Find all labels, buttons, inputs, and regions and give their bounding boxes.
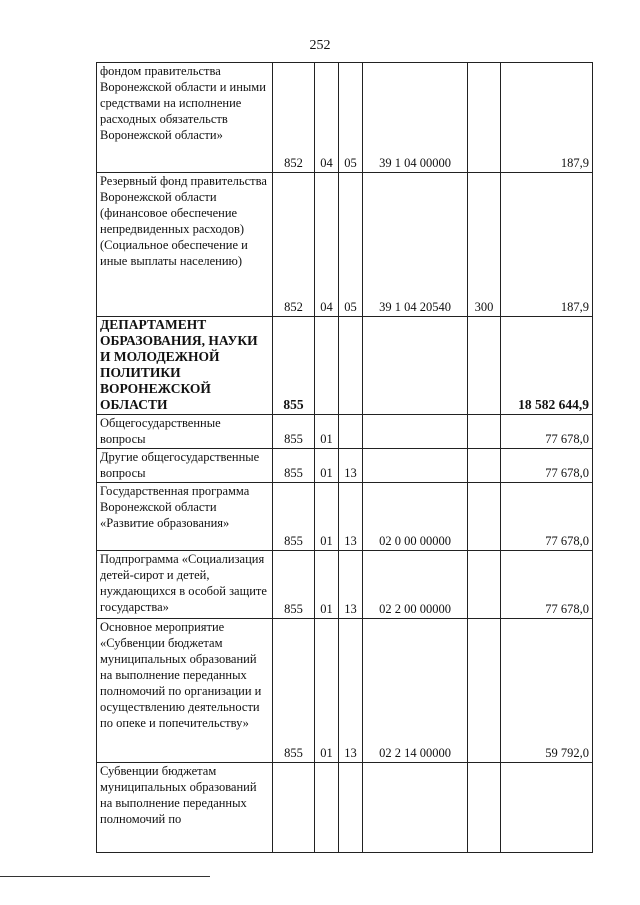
row-name-cell: Субвенции бюджетам муниципальных образований на выполнение переданных полномочий по (97, 763, 273, 853)
expense-type-cell (468, 551, 501, 619)
table-row (97, 317, 593, 415)
row-name-cell: Основное мероприятие «Субвенции бюджетам муниципальных образований на выполнение переданных полномочий по организации и осуществлению деятельности по опеке и попечительству» (97, 619, 273, 763)
subsection-code-cell (339, 763, 363, 853)
row-name-cell: Общегосударственные вопросы (97, 415, 273, 449)
subsection-code-cell: 13 (339, 619, 363, 763)
section-code-cell (315, 317, 339, 415)
grbs-code-cell: 852 (273, 173, 315, 317)
row-name-cell: Государственная программа Воронежской области «Развитие образования» (97, 483, 273, 551)
amount-cell: 187,9 (501, 173, 593, 317)
amount-cell: 77 678,0 (501, 483, 593, 551)
target-article-cell: 02 2 14 00000 (363, 619, 468, 763)
amount-cell: 18 582 644,9 (501, 317, 593, 415)
grbs-code-cell: 855 (273, 415, 315, 449)
grbs-code-cell: 855 (273, 483, 315, 551)
section-code-cell: 04 (315, 173, 339, 317)
target-article-cell: 02 0 00 00000 (363, 483, 468, 551)
table-row (97, 415, 593, 449)
row-name-cell: фондом правительства Воронежской области и иными средствами на исполнение расходных обязательств Воронежской области» (97, 63, 273, 173)
grbs-code-cell: 855 (273, 551, 315, 619)
subsection-code-cell: 13 (339, 449, 363, 483)
target-article-cell: 39 1 04 20540 (363, 173, 468, 317)
expense-type-cell (468, 619, 501, 763)
section-code-cell (315, 763, 339, 853)
target-article-cell (363, 415, 468, 449)
table-row (97, 173, 593, 317)
section-code-cell: 01 (315, 619, 339, 763)
section-code-cell: 01 (315, 415, 339, 449)
expense-type-cell (468, 415, 501, 449)
subsection-code-cell: 13 (339, 483, 363, 551)
expense-type-cell (468, 763, 501, 853)
grbs-code-cell: 855 (273, 619, 315, 763)
target-article-cell: 02 2 00 00000 (363, 551, 468, 619)
section-code-cell: 04 (315, 63, 339, 173)
expense-type-cell (468, 449, 501, 483)
amount-cell: 187,9 (501, 63, 593, 173)
page-number: 252 (309, 38, 331, 53)
table-row (97, 619, 593, 763)
table-row (97, 63, 593, 173)
footer-separator (0, 876, 210, 877)
expense-type-cell (468, 483, 501, 551)
target-article-cell: 39 1 04 00000 (363, 63, 468, 173)
amount-cell: 77 678,0 (501, 449, 593, 483)
amount-cell: 59 792,0 (501, 619, 593, 763)
subsection-code-cell: 05 (339, 63, 363, 173)
table-row (97, 551, 593, 619)
table-row (97, 483, 593, 551)
subsection-code-cell (339, 317, 363, 415)
grbs-code-cell (273, 763, 315, 853)
target-article-cell (363, 449, 468, 483)
expense-type-cell (468, 63, 501, 173)
table-body (97, 63, 593, 853)
target-article-cell (363, 763, 468, 853)
row-name-cell: Резервный фонд правительства Воронежской области (финансовое обеспечение непредвиденных расходов) (Социальное обеспечение и иные выплаты населению) (97, 173, 273, 317)
expense-type-cell (468, 317, 501, 415)
expense-type-cell: 300 (468, 173, 501, 317)
grbs-code-cell: 855 (273, 317, 315, 415)
row-name-cell: Другие общегосударственные вопросы (97, 449, 273, 483)
subsection-code-cell: 05 (339, 173, 363, 317)
section-code-cell: 01 (315, 483, 339, 551)
row-name-cell: Подпрограмма «Социализация детей-сирот и детей, нуждающихся в особой защите государства» (97, 551, 273, 619)
subsection-code-cell (339, 415, 363, 449)
budget-table (96, 62, 593, 853)
amount-cell: 77 678,0 (501, 551, 593, 619)
grbs-code-cell: 855 (273, 449, 315, 483)
section-code-cell: 01 (315, 449, 339, 483)
subsection-code-cell: 13 (339, 551, 363, 619)
amount-cell: 77 678,0 (501, 415, 593, 449)
target-article-cell (363, 317, 468, 415)
table-row (97, 763, 593, 853)
section-code-cell: 01 (315, 551, 339, 619)
grbs-code-cell: 852 (273, 63, 315, 173)
row-name-cell: ДЕПАРТАМЕНТ ОБРАЗОВАНИЯ, НАУКИ И МОЛОДЕЖНОЙ ПОЛИТИКИ ВОРОНЕЖСКОЙ ОБЛАСТИ (97, 317, 273, 415)
amount-cell (501, 763, 593, 853)
table-row (97, 449, 593, 483)
